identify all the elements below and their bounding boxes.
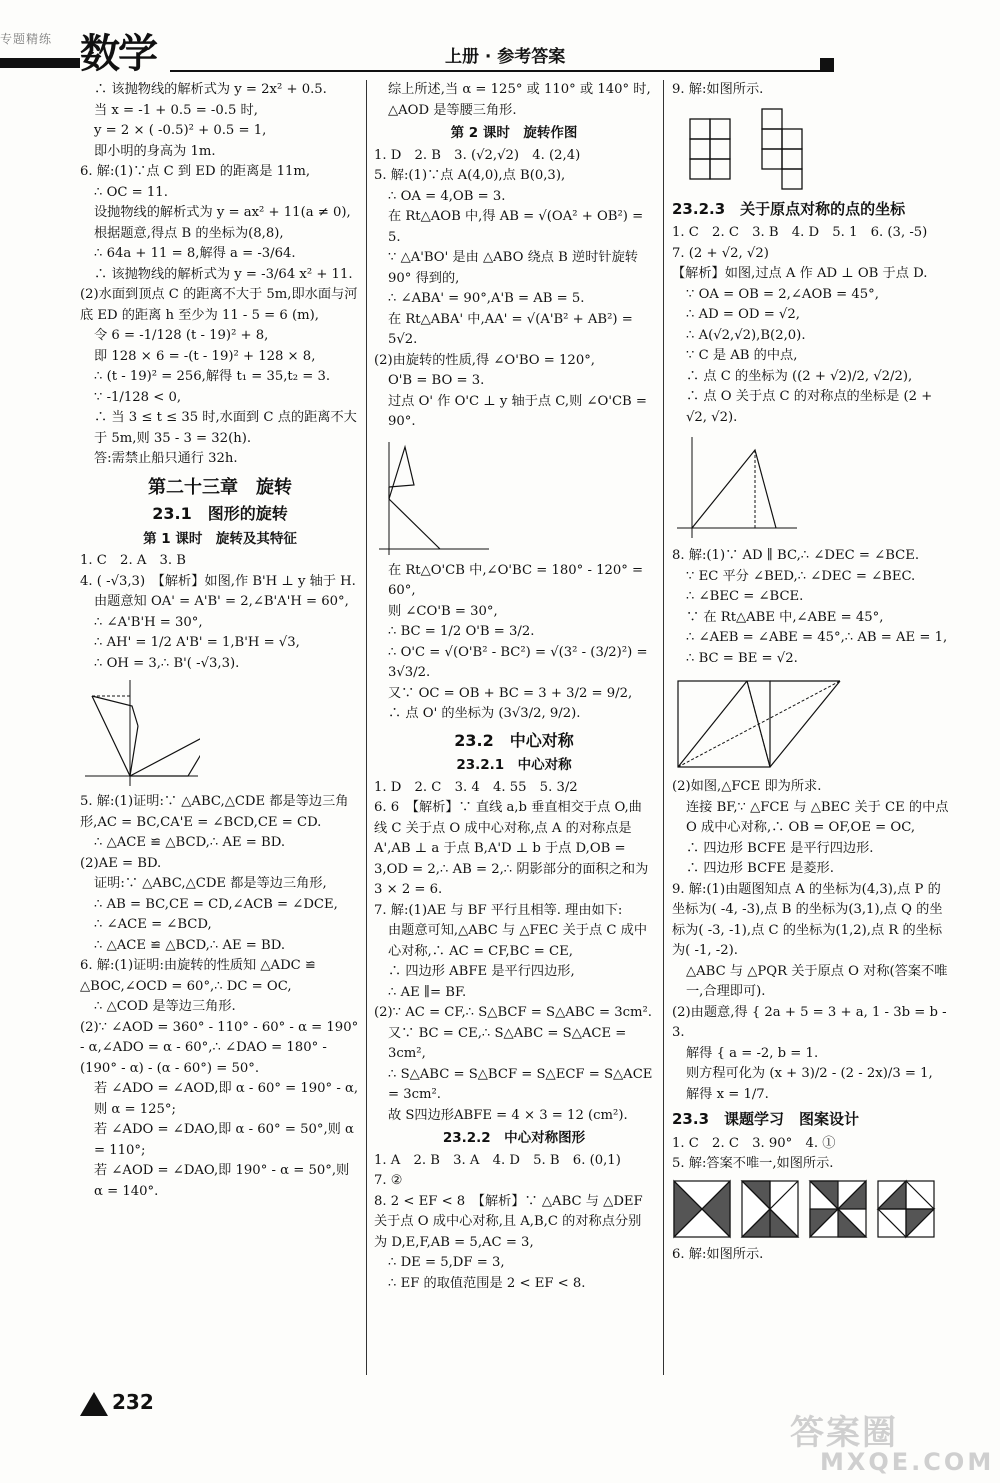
answer-line: △ABC 与 △PQR 关于原点 O 对称(答案不唯一,合理即可). (686, 963, 948, 999)
column-1 (80, 80, 360, 1202)
subsection-title: 23.2.2 中心对称图形 (442, 1130, 586, 1146)
answer-line: ∴ 该抛物线的解析式为 y = -3/64 x² + 11. (94, 266, 353, 282)
answer-line: ∴ AE ∥= BF. (388, 984, 467, 1000)
answer-line: 1. A 2. B 3. A 4. D 5. B 6. (0,1) (374, 1152, 621, 1168)
answer-line: 1. C 2. C 3. 90° 4. ① (672, 1135, 836, 1151)
section-title: 23.1 图形的旋转 (152, 504, 288, 523)
watermark-url: MXQE.COM (820, 1448, 995, 1476)
answer-block (80, 792, 360, 1202)
answer-line: 若 ∠AOD = ∠DAO,即 190° - α = 50°,则 α = 140°. (94, 1163, 350, 1199)
answer-line: 8. 解:(1)∵ AD ∥ BC,∴ ∠DEC = ∠BCE. (672, 548, 920, 563)
answer-line: ∴ 点 O 关于点 C 的对称点的坐标是 (2 + √2, √2). (686, 389, 933, 425)
answer-line: 5. 解:(1)证明:∵ △ABC,△CDE 都是等边三角形,AC = BC,CA'E = ∠BCD,CE = CD. (80, 794, 349, 830)
rotation-coordinate-figure (374, 437, 494, 557)
answer-line: (2)如图,△FCE 即为所求. (672, 779, 822, 794)
logo-bar (0, 58, 80, 68)
answer-line: ∵ OA = OB = 2,∠AOB = 45°, (686, 286, 879, 302)
answer-line: 8. 2 < EF < 8 【解析】∵ △ABC 与 △DEF 关于点 O 成中心对称,且 A,B,C 的对称点分别为 D,E,F,AB = 5,AC = 3, (374, 1193, 643, 1250)
column-divider (366, 80, 367, 1375)
page-number (80, 1390, 154, 1416)
answer-line: 1. C 2. C 3. B 4. D 5. 1 6. (3, -5) (672, 225, 928, 240)
answer-line: ∴ A(√2,√2),B(2,0). (686, 327, 806, 343)
answer-line: ∴ 四边形 BCFE 是平行四边形. (686, 840, 874, 856)
answer-block (672, 777, 952, 1105)
answer-line: (2)由旋转的性质,得 ∠O'BO = 120°, (374, 352, 595, 368)
answer-line: ∴ ∠A'B'H = 30°, (94, 614, 203, 630)
answer-line: 由题意可知,△ABC 与 △FEC 关于点 C 成中心对称,∴ AC = CF,BC = CE, (388, 923, 648, 959)
logo-subtitle: 专题精练 (0, 32, 53, 46)
answer-line: 7. (2 + √2, √2) (672, 245, 769, 261)
answer-line: ∴ 64a + 11 = 8,解得 a = -3/64. (94, 246, 296, 261)
column-divider (663, 80, 664, 1375)
answer-line: 又∵ BC = CE,∴ S△ABC = S△ACE = 3cm², (388, 1025, 627, 1061)
answer-line: 若 ∠ADO = ∠AOD,即 α - 60° = 190° - α, (94, 1081, 359, 1096)
subsection-title: 23.2.1 中心对称 (456, 757, 572, 773)
cube-net-figure (672, 105, 812, 195)
answer-block (672, 80, 952, 101)
answer-line: ∴ (t - 19)² = 256,解得 t₁ = 35,t₂ = 3. (94, 369, 331, 384)
answer-line: 根据题意,得点 B 的坐标为(8,8), (94, 225, 284, 241)
rotation-figure (80, 678, 200, 788)
answer-line: ∵ C 是 AB 的中点, (686, 348, 798, 363)
origin-symmetry-figure (672, 432, 802, 542)
page-number-text: 232 (112, 1390, 154, 1414)
answer-line: ∴ AH' = 1/2 A'B' = 1,B'H = √3, (94, 635, 300, 650)
answer-line: 过点 O' 作 O'C ⊥ y 轴于点 C,则 ∠O'CB = 90°. (388, 393, 647, 429)
rhombus-figure (672, 673, 872, 773)
answer-line: 在 Rt△O'CB 中,∠O'BC = 180° - 120° = 60°, (388, 562, 644, 598)
answer-block (80, 80, 360, 470)
answer-block (374, 778, 654, 1127)
answer-line: △AOD 是等腰三角形. (388, 102, 517, 118)
answer-line: 则 ∠CO'B = 30°, (388, 603, 498, 619)
answer-line: ∴ ∠ACE = ∠BCD, (94, 917, 212, 932)
answer-block (672, 1134, 952, 1175)
answer-line: ∴ 四边形 BCFE 是菱形. (686, 861, 834, 876)
answer-line: y = 2 × ( -0.5)² + 0.5 = 1, (94, 123, 267, 138)
answer-line: ∴ AB = BC,CE = CD,∠ACB = ∠DCE, (94, 896, 338, 912)
answer-block (374, 80, 654, 121)
page-header (0, 0, 1000, 80)
answer-line: ∴ △ACE ≌ △BCD,∴ AE = BD. (94, 937, 286, 953)
answer-line: 证明:∵ △ABC,△CDE 都是等边三角形, (94, 876, 327, 891)
answer-line: 连接 BF,∵ △FCE 与 △BEC 关于 CE 的中点 O 成中心对称,∴ OB = OF,OE = OC, (686, 799, 949, 835)
answer-line: ∴ OA = 4,OB = 3. (388, 188, 506, 204)
answer-line: 又∵ OC = OB + BC = 3 + 3/2 = 9/2, (388, 685, 633, 701)
answer-block (672, 546, 952, 669)
answer-block (80, 551, 360, 674)
answer-line: 则 α = 125°; (94, 1101, 176, 1117)
watermark: 答案圈 (790, 1413, 898, 1453)
answer-line: 故 S四边形ABFE = 4 × 3 = 12 (cm²). (388, 1107, 628, 1123)
answer-line: 即 128 × 6 = -(t - 19)² + 128 × 8, (94, 348, 316, 364)
answer-line: 在 Rt△AOB 中,得 AB = √(OA² + OB²) = 5. (388, 209, 644, 245)
answer-line: 6. 解:如图所示. (672, 1246, 764, 1262)
answer-line: 7. 解:(1)AE 与 BF 平行且相等. 理由如下: (374, 902, 623, 918)
answer-line: ∴ 当 3 ≤ t ≤ 35 时,水面到 C 点的距离不大于 5m,则 35 - 3 = 32(h). (94, 410, 357, 446)
answer-line: 5. 解:答案不唯一,如图所示. (672, 1156, 834, 1171)
column-2 (374, 80, 654, 1294)
answer-line: 【解析】如图,过点 A 作 AD ⊥ OB 于点 D. (672, 266, 928, 281)
answer-line: ∴ DE = 5,DF = 3, (388, 1255, 505, 1270)
answer-line: ∴ ∠AEB = ∠ABE = 45°,∴ AB = AE = 1, (686, 630, 948, 645)
answer-line: ∴ ∠BEC = ∠BCE. (686, 589, 804, 604)
answer-line: ∵ EC 平分 ∠BED,∴ ∠DEC = ∠BEC. (686, 568, 916, 584)
answer-line: ∴ 点 O' 的坐标为 (3√3/2, 9/2). (388, 706, 581, 721)
answer-block (374, 1151, 654, 1295)
answer-line: 解得 { a = -2, b = 1. (686, 1045, 819, 1061)
answer-line: ∴ AD = OD = √2, (686, 307, 800, 322)
answer-line: 9. 解:(1)由题图知点 A 的坐标为(4,3),点 P 的坐标为( -4, -3),点 B 的坐标为(3,1),点 Q 的坐标为( -3, -1),点 C 的坐标为(1,2),点 R 的坐标为( -1, -2). (672, 881, 943, 958)
answer-block (672, 1245, 952, 1266)
answer-line: ∴ EF 的取值范围是 2 < EF < 8. (388, 1275, 586, 1291)
answer-line: 9. 解:如图所示. (672, 82, 764, 97)
answer-line: 1. D 2. B 3. (√2,√2) 4. (2,4) (374, 147, 581, 163)
answer-block (374, 561, 654, 725)
answer-line: (2)∵ AC = CF,∴ S△BCF = S△ABC = 3cm². (374, 1005, 652, 1020)
triangle-icon (80, 1392, 108, 1416)
answer-block (672, 223, 952, 428)
answer-line: ∴ ∠ABA' = 90°,A'B = AB = 5. (388, 291, 585, 306)
answer-line: 6. 解:(1)证明:由旋转的性质知 △ADC ≌ △BOC,∠OCD = 60°,∴ DC = OC, (80, 958, 316, 994)
answer-line: ∵ -1/128 < 0, (94, 389, 182, 405)
answer-line: ∴ OH = 3,∴ B'( -√3,3). (94, 655, 240, 671)
answer-line: 答:需禁止船只通行 32h. (94, 451, 238, 466)
answer-line: ∴ 该抛物线的解析式为 y = 2x² + 0.5. (94, 82, 327, 97)
answer-line: 综上所述,当 α = 125° 或 110° 或 140° 时, (388, 82, 651, 97)
answer-line: 在 Rt△ABA' 中,AA' = √(A'B² + AB²) = 5√2. (388, 311, 633, 347)
answer-line: 由题意知 OA' = A'B' = 2,∠B'A'H = 60°, (94, 594, 349, 609)
answer-line: ∵ △A'BO' 是由 △ABO 绕点 B 逆时针旋转 90° 得到的, (388, 250, 638, 286)
page-header-title: 上册 · 参考答案 (445, 47, 566, 67)
answer-line: ∴ O'C = √(O'B² - BC²) = √(3² - (3/2)²) = 3√3/2. (388, 644, 648, 680)
section-title: 23.3 课题学习 图案设计 (672, 1110, 860, 1128)
answer-line: ∴ OC = 11. (94, 184, 168, 200)
answer-line: 5. 解:(1)∵点 A(4,0),点 B(0,3), (374, 168, 566, 183)
answer-line: 1. C 2. A 3. B (80, 553, 187, 568)
answer-line: O'B = BO = 3. (388, 373, 485, 388)
subsection-title: 23.2.3 关于原点对称的点的坐标 (672, 199, 906, 218)
answer-line: ∴ BC = 1/2 O'B = 3/2. (388, 624, 535, 639)
answer-line: 令 6 = -1/128 (t - 19)² + 8, (94, 328, 269, 343)
answer-line: 解得 x = 1/7. (686, 1086, 769, 1102)
answer-line: 1. D 2. C 3. 4 4. 55 5. 3/2 (374, 779, 578, 795)
lesson-title: 第 2 课时 旋转作图 (450, 125, 578, 141)
book-logo: 数学 (80, 31, 156, 77)
answer-line: ∴ S△ABC = S△BCF = S△ECF = S△ACE = 3cm². (388, 1066, 653, 1102)
lesson-title: 第 1 课时 旋转及其特征 (143, 530, 297, 547)
answer-line: 设抛物线的解析式为 y = ax² + 11(a ≠ 0), (94, 205, 351, 220)
answer-line: (2)由题意,得 { 2a + 5 = 3 + a, 1 - 3b = b - 3. (672, 1004, 947, 1040)
answer-line: 则方程可化为 (x + 3)/2 - (2 - 2x)/3 = 1, (686, 1066, 933, 1081)
answer-line: ∴ BC = BE = √2. (686, 650, 798, 666)
column-3 (672, 80, 952, 1265)
answer-line: ∴ 点 C 的坐标为 ((2 + √2)/2, √2/2), (686, 368, 913, 384)
section-title: 23.2 中心对称 (454, 730, 574, 750)
answer-line: 6. 6 【解析】∵ 直线 a,b 垂直相交于点 O,曲线 C 关于点 O 成中心对称,点 A 的对称点是 A',AB ⊥ a 于点 B,A'D ⊥ b 于点 D,OB = 3,OD = 2,∴ AB = 2,∴ 阴影部分的面积之和为 3 × 2 = 6. (374, 800, 649, 897)
answer-line: ∵ 在 Rt△ABE 中,∠ABE = 45°, (686, 609, 884, 625)
answer-line: ∴ △ACE ≌ △BCD,∴ AE = BD. (94, 835, 286, 850)
pattern-design-figure (672, 1179, 942, 1241)
answer-line: 当 x = -1 + 0.5 = -0.5 时, (94, 102, 258, 118)
answer-line: (2)水面到顶点 C 的距离不大于 5m,即水面与河底 ED 的距离 h 至少为 11 - 5 = 6 (m), (80, 287, 358, 323)
answer-block (374, 146, 654, 433)
answer-line: 7. ② (374, 1173, 403, 1188)
answer-line: ∴ △COD 是等边三角形. (94, 999, 236, 1014)
answer-line: (2)∵ ∠AOD = 360° - 110° - 60° - α = 190° - α,∠ADO = α - 60°,∴ ∠DAO = 180° - (190° - α) - (α - 60°) = 50°. (80, 1019, 359, 1076)
answer-line: 4. ( -√3,3) 【解析】如图,作 B'H ⊥ y 轴于 H. (80, 573, 356, 589)
answer-line: 若 ∠ADO = ∠DAO,即 α - 60° = 50°,则 α = 110°; (94, 1122, 354, 1158)
answer-line: ∴ 四边形 ABFE 是平行四边形, (388, 964, 575, 979)
header-square-icon (820, 58, 834, 72)
answer-line: 即小明的身高为 1m. (94, 143, 216, 159)
chapter-title: 第二十三章 旋转 (148, 476, 292, 498)
answer-line: 6. 解:(1)∵点 C 到 ED 的距离是 11m, (80, 164, 311, 179)
answer-line: (2)AE = BD. (80, 855, 162, 871)
header-rule (170, 70, 820, 72)
